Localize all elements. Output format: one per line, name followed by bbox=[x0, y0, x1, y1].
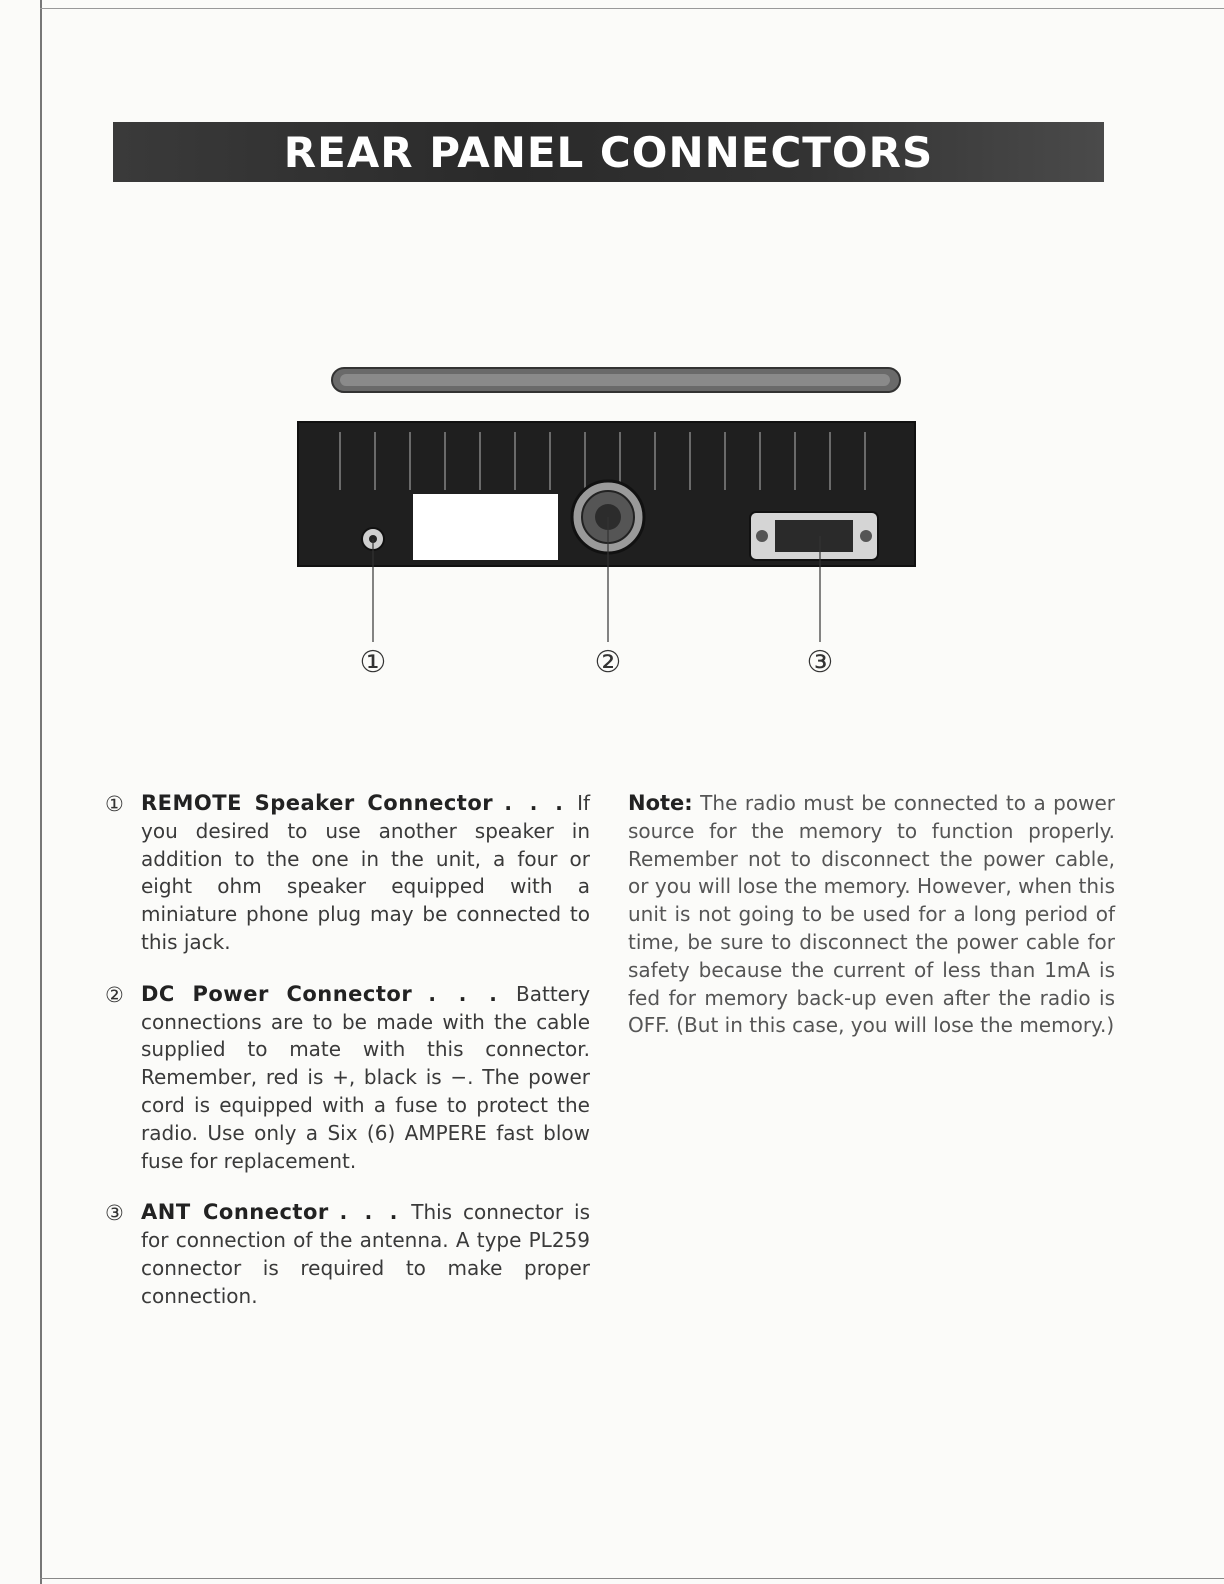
item-number: ② bbox=[105, 982, 124, 1007]
item-body bbox=[141, 981, 590, 1176]
note-label: Note: bbox=[628, 791, 693, 815]
memory-note bbox=[628, 790, 1115, 1040]
item-title: REMOTE Speaker Connector bbox=[141, 791, 494, 815]
item-separator: . . . bbox=[428, 981, 500, 1006]
connector-list bbox=[105, 790, 590, 1335]
item-separator: . . . bbox=[339, 1200, 401, 1225]
item-title: DC Power Connector bbox=[141, 981, 413, 1006]
callout-label-1: ① bbox=[359, 645, 387, 680]
connector-item-remote bbox=[105, 790, 590, 957]
heading-banner bbox=[113, 122, 1104, 182]
note-column bbox=[628, 790, 1115, 1335]
item-title: ANT Connector bbox=[141, 1200, 329, 1225]
item-number: ③ bbox=[105, 1201, 124, 1226]
rear-panel-diagram bbox=[280, 360, 930, 690]
item-body bbox=[141, 1199, 590, 1310]
item-body bbox=[141, 790, 590, 957]
item-text: If you desired to use another speaker in addition to the one in the unit, a four or eight ohm speaker equipped with a miniature phone plug may be connected to this jack. bbox=[141, 791, 591, 954]
connector-item-dc-power bbox=[105, 981, 590, 1176]
ant-connector-socket bbox=[775, 520, 853, 552]
scan-edge-bottom bbox=[40, 1578, 1224, 1579]
scan-edge-top bbox=[40, 8, 1224, 9]
item-separator: . . . bbox=[504, 791, 566, 815]
item-number: ① bbox=[105, 792, 124, 816]
heatsink-rail-shade bbox=[340, 374, 890, 386]
ant-screw-right bbox=[860, 530, 872, 542]
item-text: This connector is for connection of the antenna. A type PL259 connector is required to make proper connection. bbox=[141, 1200, 591, 1308]
content-columns bbox=[105, 790, 1115, 1335]
item-text: Battery connections are to be made with the cable supplied to mate with this connector. Remember, red is +, black is −. The power cord is equipped with a fuse to protect the radio. Use only a Six (6) AMPERE fast blow fuse for replacement. bbox=[141, 981, 591, 1173]
callout-label-3: ③ bbox=[806, 645, 834, 680]
rear-panel-drawing bbox=[280, 360, 930, 690]
page-title: REAR PANEL CONNECTORS bbox=[283, 127, 934, 177]
panel-label-sticker bbox=[413, 494, 558, 560]
scan-edge-left bbox=[40, 0, 42, 1584]
callout-label-2: ② bbox=[594, 645, 622, 680]
connector-item-ant bbox=[105, 1199, 590, 1310]
note-text: The radio must be connected to a power source for the memory to function properly. Remember not to disconnect the power cable, or you will lose the memory. However, when this unit is not going to be used for a long period of time, be sure to disconnect the power cable for safety because the current of less than 1mA is fed for memory back-up even after the radio is OFF. (But in this case, you will lose the memory.) bbox=[628, 791, 1115, 1038]
ant-screw-left bbox=[756, 530, 768, 542]
